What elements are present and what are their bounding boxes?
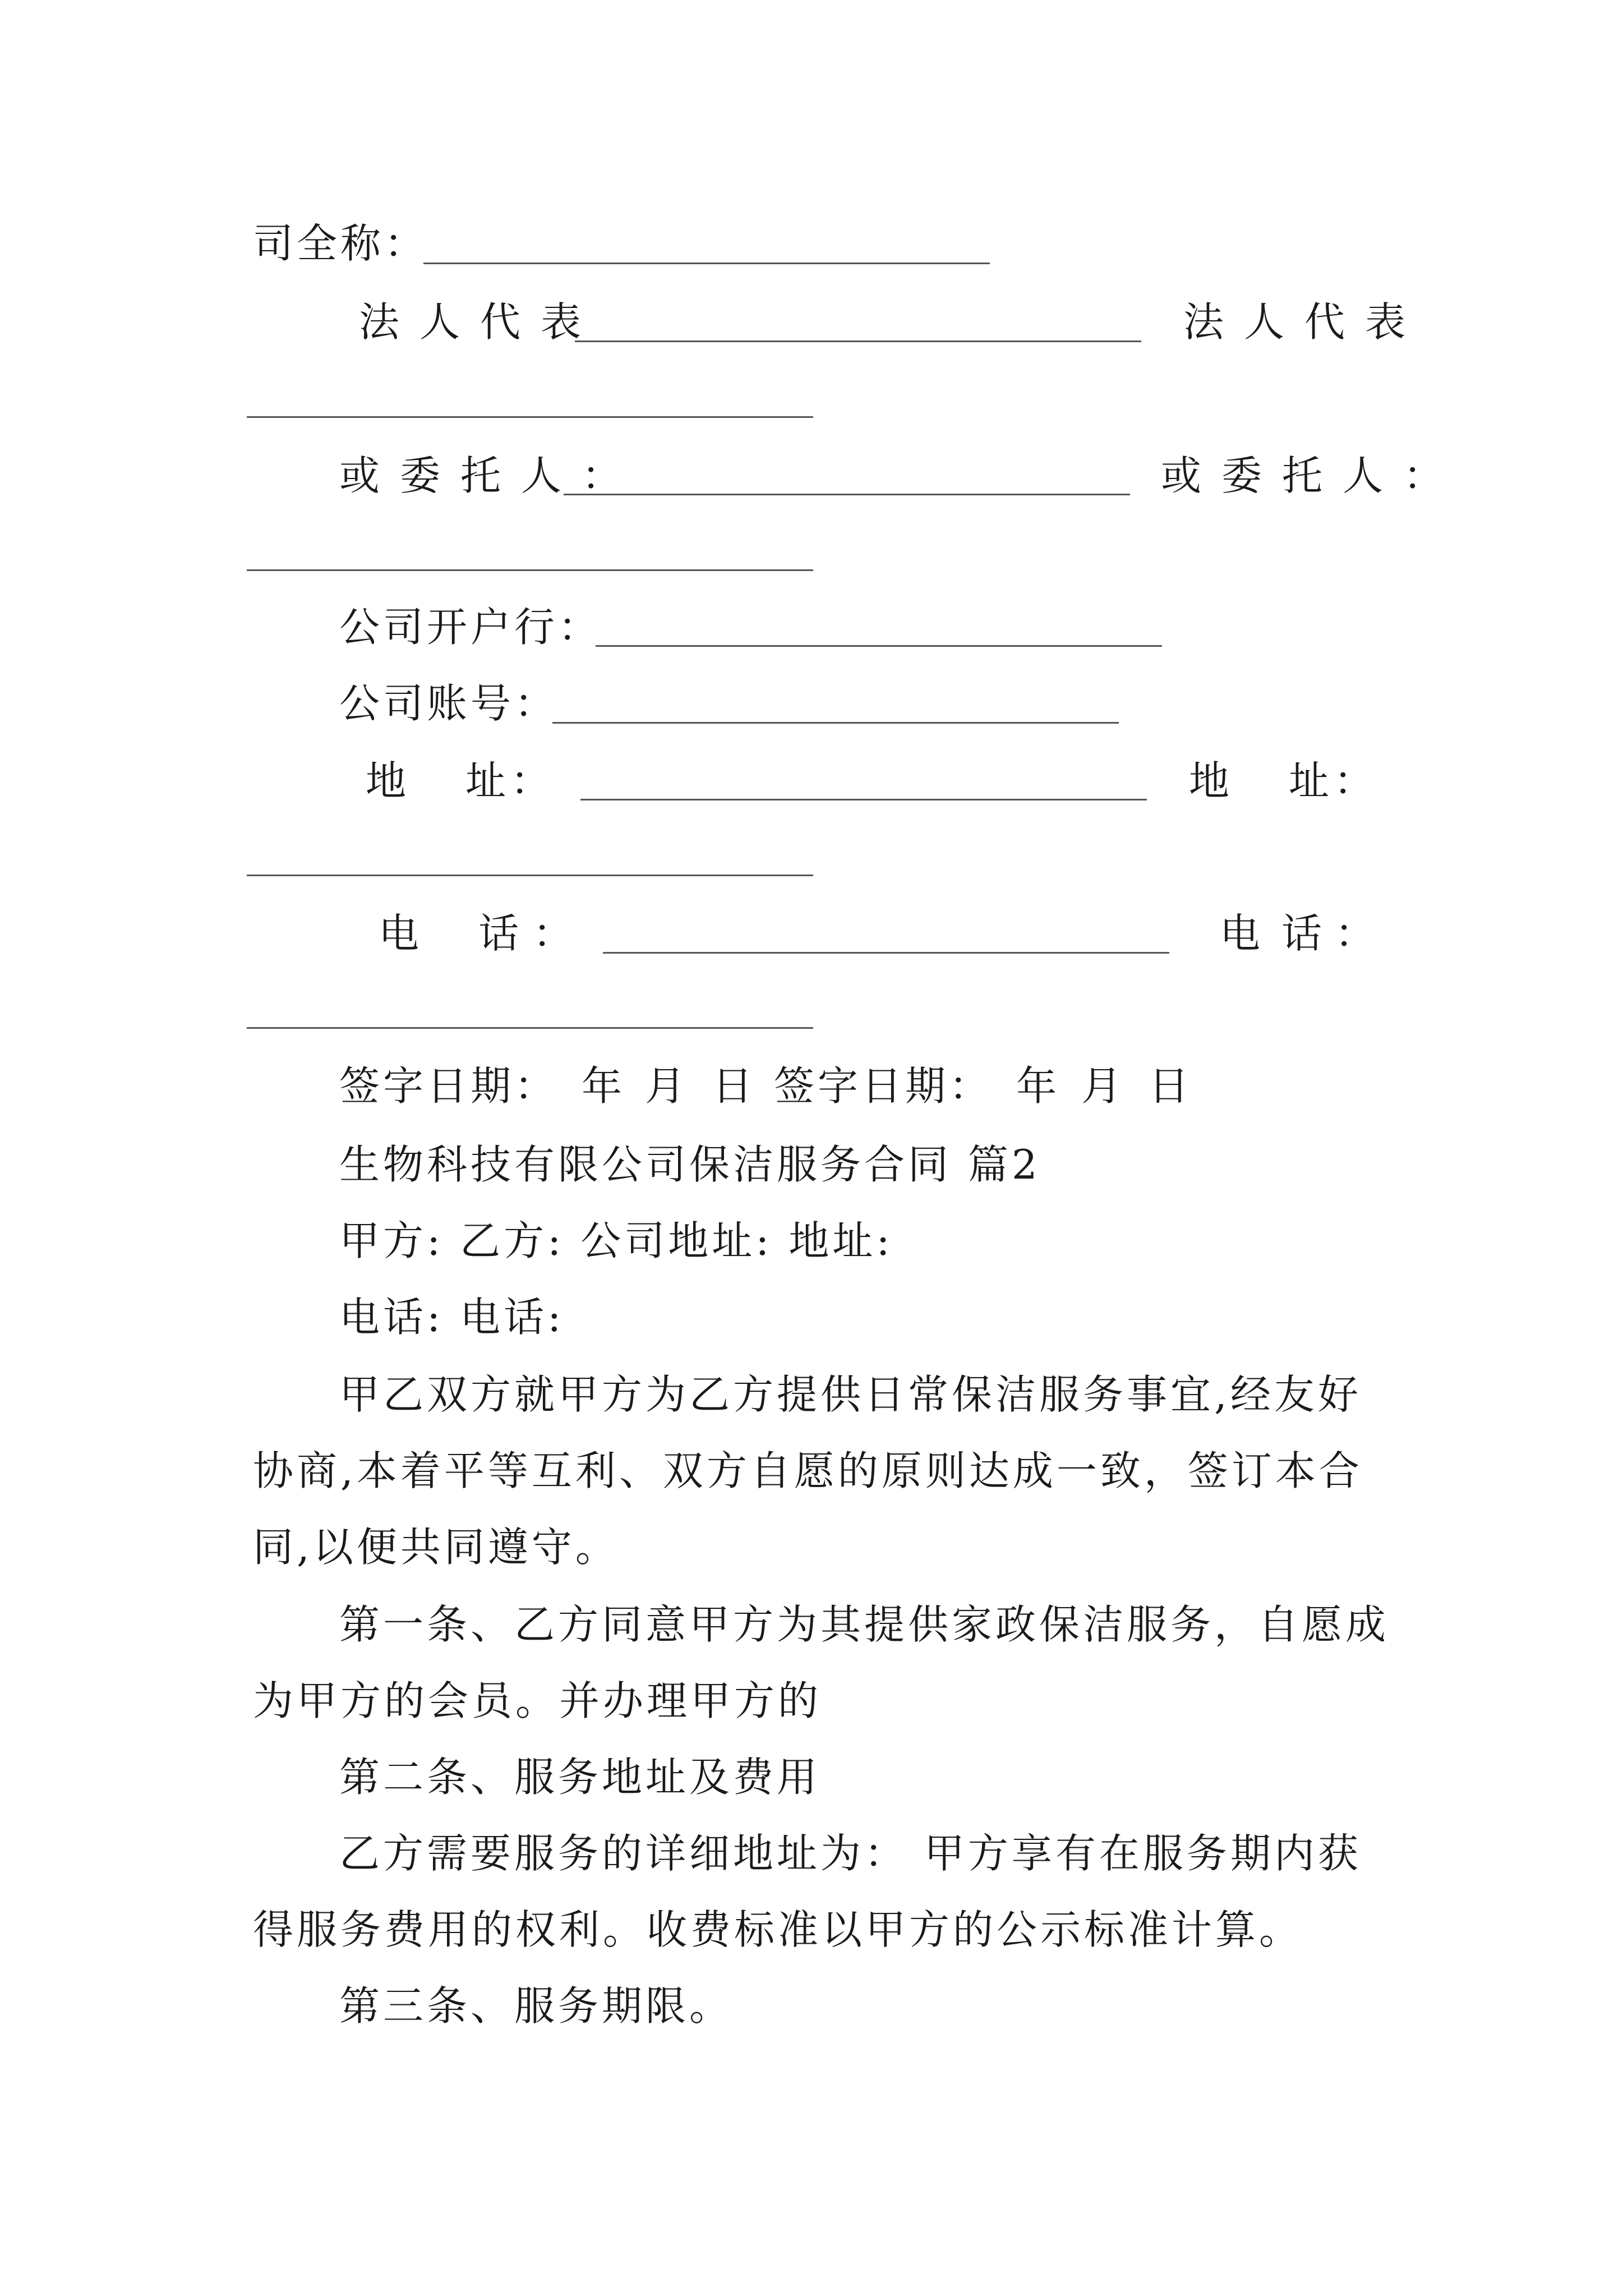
address-label-b1: 地: [1189, 757, 1233, 804]
phone-label-a2: 话: [478, 910, 523, 957]
phone-label-a1: 电: [379, 910, 423, 957]
sign-date-label-b: 签字日期：: [774, 1062, 993, 1110]
address-label-a2: 址: [465, 757, 510, 804]
article-2-line-1: 乙方需要服务的详细地址为： 甲方享有在服务期内获: [339, 1830, 1362, 1877]
phone-line: 电话: 电话:: [339, 1294, 565, 1341]
delegate-label-a: 或委托人：: [339, 452, 643, 499]
delegate-blank-b: [247, 569, 813, 571]
day-b: 日: [1149, 1062, 1193, 1110]
article-1-line-1: 第一条、乙方同意甲方为其提供家政保洁服务，自愿成: [339, 1601, 1390, 1648]
account-blank: [552, 722, 1119, 724]
article-2-title: 第二条、服务地址及费用: [339, 1754, 821, 1801]
article-2-line-2: 得服务费用的权利。收费标准以甲方的公示标准计算。: [253, 1906, 1303, 1953]
delegate-label-b: 或委托人：: [1161, 452, 1464, 499]
legal-rep-blank-a: [575, 341, 1141, 342]
intro-line-1: 甲乙双方就甲方为乙方提供日常保洁服务事宜,经友好: [339, 1371, 1362, 1418]
month-b: 月: [1081, 1062, 1126, 1110]
bank-blank: [596, 645, 1162, 647]
phone-blank-b: [247, 1027, 813, 1029]
day-a: 日: [712, 1062, 757, 1110]
address-colon-b: ：: [1334, 757, 1378, 804]
account-label: 公司账号：: [339, 680, 559, 727]
address-colon-a: ：: [510, 757, 555, 804]
article-3-title: 第三条、服务期限。: [339, 1982, 734, 2030]
delegate-blank-a: [564, 494, 1130, 495]
contract-title: 生物科技有限公司保洁服务合同 篇2: [339, 1141, 1041, 1188]
company-name-blank: [423, 263, 990, 264]
phone-colon-a: ：: [533, 910, 577, 957]
intro-line-3: 同,以便共同遵守。: [253, 1524, 619, 1571]
year-a: 年: [582, 1062, 626, 1110]
intro-line-2: 协商,本着平等互利、双方自愿的原则达成一致，签订本合: [253, 1447, 1363, 1494]
phone-colon-b: ：: [1335, 910, 1379, 957]
legal-rep-blank-b: [247, 416, 813, 418]
year-b: 年: [1016, 1062, 1061, 1110]
legal-rep-label-a: 法人代表: [359, 298, 602, 346]
parties-line: 甲方: 乙方: 公司地址: 地址:: [339, 1217, 893, 1264]
address-blank-b: [247, 875, 813, 876]
phone-label-b1: 电: [1220, 910, 1264, 957]
month-a: 月: [645, 1062, 689, 1110]
legal-rep-label-b: 法人代表: [1183, 298, 1426, 346]
company-name-label: 司全称：: [253, 220, 428, 267]
phone-blank-a: [603, 952, 1169, 954]
address-label-a1: 地: [366, 757, 410, 804]
bank-label: 公司开户行：: [339, 604, 602, 651]
address-blank-a: [580, 799, 1147, 800]
article-1-line-2: 为甲方的会员。并办理甲方的: [253, 1677, 822, 1724]
address-label-b2: 址: [1289, 757, 1333, 804]
phone-label-b2: 话: [1281, 910, 1326, 957]
sign-date-label-a: 签字日期：: [339, 1062, 559, 1110]
